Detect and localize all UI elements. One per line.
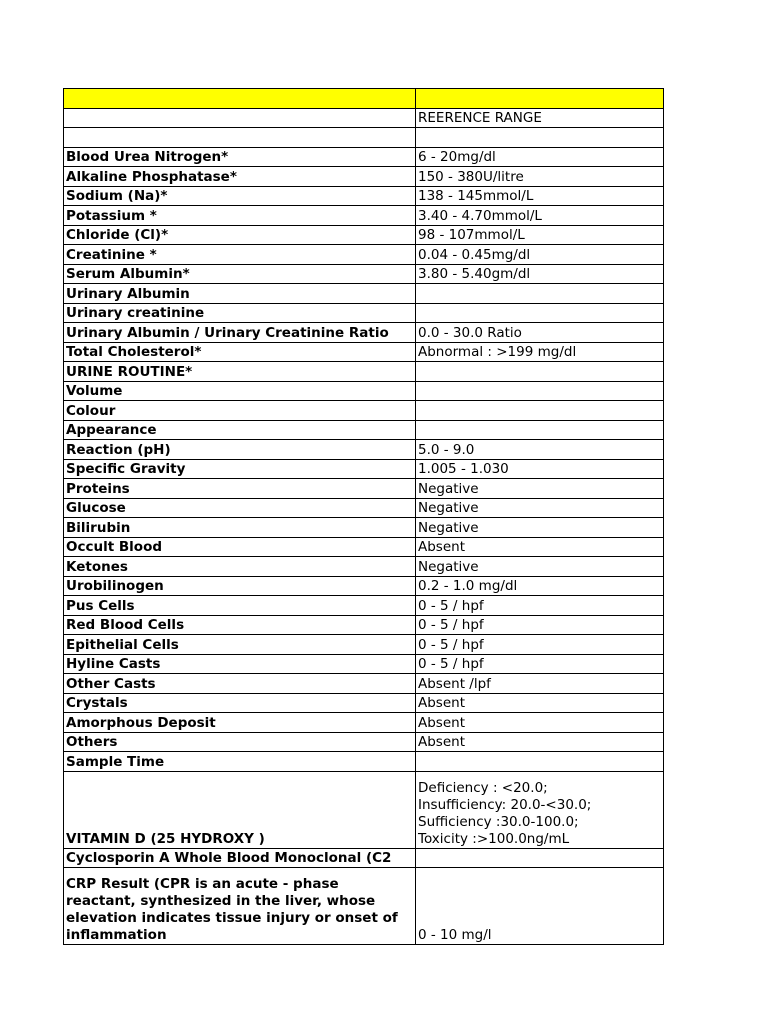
column-header-row <box>64 108 664 128</box>
reference-range-cell: Abnormal : >199 mg/dl <box>416 342 664 362</box>
reference-range-table <box>63 88 664 945</box>
reference-range-cell: 1.005 - 1.030 <box>416 459 664 479</box>
blank-cell <box>416 128 664 148</box>
test-name-cell: Proteins <box>64 479 416 499</box>
reference-range-cell <box>416 420 664 440</box>
blank-cell <box>64 128 416 148</box>
reference-range-cell: Absent /lpf <box>416 674 664 694</box>
vitamin-d-row <box>64 771 664 848</box>
test-name-cell: Urinary creatinine <box>64 303 416 323</box>
test-name-cell: Chloride (Cl)* <box>64 225 416 245</box>
test-name-cell: Sample Time <box>64 752 416 772</box>
table-row <box>64 440 664 460</box>
test-name-cell: Blood Urea Nitrogen* <box>64 147 416 167</box>
table-row <box>64 459 664 479</box>
reference-range-cell <box>416 401 664 421</box>
table-row <box>64 323 664 343</box>
reference-range-cell: Absent <box>416 713 664 733</box>
table-row <box>64 401 664 421</box>
table-row <box>64 381 664 401</box>
test-name-cell: Occult Blood <box>64 537 416 557</box>
test-name-cell: Urobilinogen <box>64 576 416 596</box>
table-row <box>64 167 664 187</box>
table-row <box>64 420 664 440</box>
test-name-cell: Crystals <box>64 693 416 713</box>
reference-range-cell: 3.40 - 4.70mmol/L <box>416 206 664 226</box>
test-name-cell: Sodium (Na)* <box>64 186 416 206</box>
test-name-cell: Potassium * <box>64 206 416 226</box>
reference-range-cell: 6 - 20mg/dl <box>416 147 664 167</box>
header-row <box>64 89 664 109</box>
test-name-cell: Appearance <box>64 420 416 440</box>
test-name-cell: CRP Result (CPR is an acute - phase reactant, synthesized in the liver, whose elevation indicates tissue injury or onset of inflammation <box>64 868 416 945</box>
table-row <box>64 596 664 616</box>
reference-range-cell: 3.80 - 5.40gm/dl <box>416 264 664 284</box>
table-row <box>64 576 664 596</box>
crp-row <box>64 868 664 945</box>
table-row <box>64 557 664 577</box>
range-line: Deficiency : <20.0; <box>418 779 548 796</box>
table-row <box>64 147 664 167</box>
reference-range-cell: 0.2 - 1.0 mg/dl <box>416 576 664 596</box>
test-name-cell: Serum Albumin* <box>64 264 416 284</box>
table-row <box>64 615 664 635</box>
test-name-cell: Amorphous Deposit <box>64 713 416 733</box>
range-line: Insufficiency: 20.0-<30.0; <box>418 796 592 813</box>
test-name-cell: Pus Cells <box>64 596 416 616</box>
reference-range-cell: 0 - 5 / hpf <box>416 596 664 616</box>
table-row <box>64 186 664 206</box>
test-name-cell: Reaction (pH) <box>64 440 416 460</box>
reference-range-cell <box>416 771 664 848</box>
reference-range-cell: Absent <box>416 537 664 557</box>
table-row <box>64 713 664 733</box>
table-row <box>64 498 664 518</box>
test-name-cell: URINE ROUTINE* <box>64 362 416 382</box>
table-row <box>64 674 664 694</box>
cyclosporin-row <box>64 848 664 868</box>
header-cell-range <box>416 89 664 109</box>
test-name-cell: Urinary Albumin <box>64 284 416 304</box>
test-name-cell: Colour <box>64 401 416 421</box>
reference-range-cell <box>416 362 664 382</box>
table-row <box>64 752 664 772</box>
reference-range-cell: 98 - 107mmol/L <box>416 225 664 245</box>
reference-range-cell: Negative <box>416 518 664 538</box>
test-name-cell: Others <box>64 732 416 752</box>
table-row <box>64 693 664 713</box>
table-row <box>64 732 664 752</box>
test-name-cell: VITAMIN D (25 HYDROXY ) <box>64 771 416 848</box>
table-row <box>64 206 664 226</box>
table-row <box>64 362 664 382</box>
reference-range-cell: Absent <box>416 732 664 752</box>
table-row <box>64 479 664 499</box>
test-name-cell: Volume <box>64 381 416 401</box>
reference-range-cell: Absent <box>416 693 664 713</box>
test-name-cell: Glucose <box>64 498 416 518</box>
table-row <box>64 225 664 245</box>
reference-range-cell: 0 - 5 / hpf <box>416 654 664 674</box>
table-row <box>64 518 664 538</box>
test-name-cell: Urinary Albumin / Urinary Creatinine Ratio <box>64 323 416 343</box>
reference-range-cell: 0 - 5 / hpf <box>416 635 664 655</box>
reference-range-cell: 5.0 - 9.0 <box>416 440 664 460</box>
table-row <box>64 654 664 674</box>
test-name-cell: Cyclosporin A Whole Blood Monoclonal (C2 <box>64 848 416 868</box>
table-row <box>64 284 664 304</box>
reference-range-cell: 0.0 - 30.0 Ratio <box>416 323 664 343</box>
header-cell-test <box>64 89 416 109</box>
reference-range-cell <box>416 752 664 772</box>
column-header-reference-range: REERENCE RANGE <box>416 108 664 128</box>
reference-range-cell: 138 - 145mmol/L <box>416 186 664 206</box>
table-row <box>64 635 664 655</box>
table-row <box>64 537 664 557</box>
reference-range-cell <box>416 303 664 323</box>
reference-range-cell: 0.04 - 0.45mg/dl <box>416 245 664 265</box>
blank-row <box>64 128 664 148</box>
reference-range-cell: Negative <box>416 479 664 499</box>
reference-range-cell <box>416 284 664 304</box>
test-name-cell: Total Cholesterol* <box>64 342 416 362</box>
test-name-cell: Other Casts <box>64 674 416 694</box>
test-name-cell: Creatinine * <box>64 245 416 265</box>
test-name-cell: Ketones <box>64 557 416 577</box>
reference-range-cell: 0 - 10 mg/l <box>416 868 664 945</box>
reference-range-cell: 150 - 380U/litre <box>416 167 664 187</box>
reference-range-cell: 0 - 5 / hpf <box>416 615 664 635</box>
table-row <box>64 303 664 323</box>
test-name-cell: Epithelial Cells <box>64 635 416 655</box>
reference-range-cell: Negative <box>416 557 664 577</box>
table-row <box>64 264 664 284</box>
range-line: Sufficiency :30.0-100.0; <box>418 813 579 830</box>
range-line: Toxicity :>100.0ng/mL <box>418 830 570 847</box>
table-row <box>64 245 664 265</box>
reference-range-cell <box>416 848 664 868</box>
test-name-cell: Red Blood Cells <box>64 615 416 635</box>
test-name-cell: Alkaline Phosphatase* <box>64 167 416 187</box>
test-name-cell: Specific Gravity <box>64 459 416 479</box>
table-row <box>64 342 664 362</box>
test-name-cell: Bilirubin <box>64 518 416 538</box>
reference-range-cell <box>416 381 664 401</box>
reference-range-cell: Negative <box>416 498 664 518</box>
column-header-test <box>64 108 416 128</box>
test-name-cell: Hyline Casts <box>64 654 416 674</box>
